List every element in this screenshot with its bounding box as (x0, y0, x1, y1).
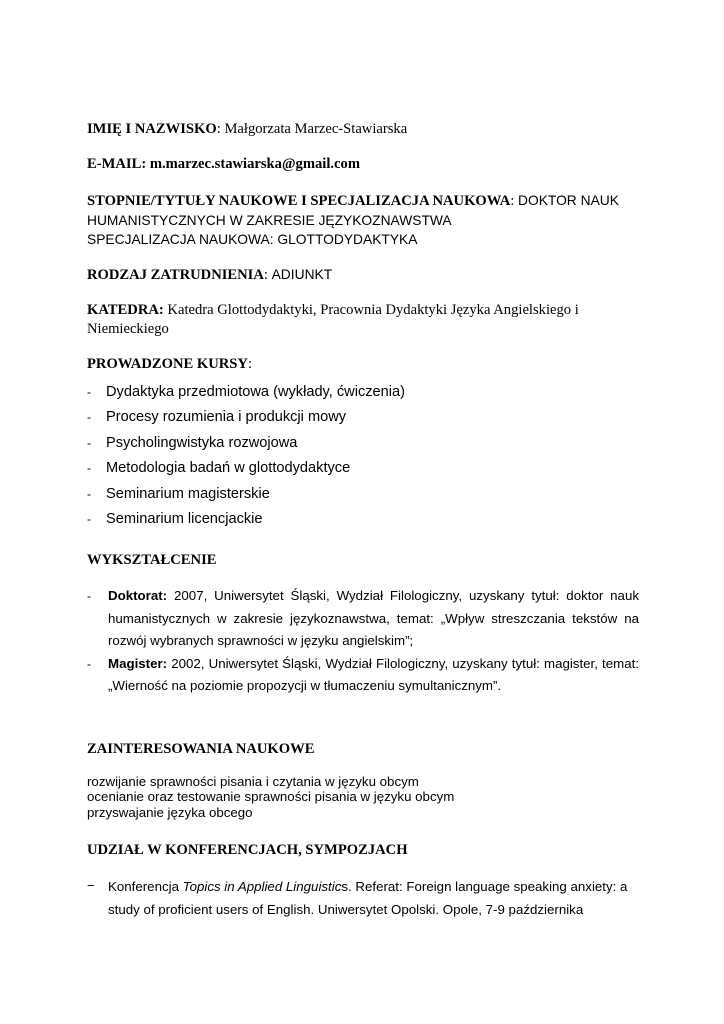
interest-item: rozwijanie sprawności pisania i czytania w języku obcym (87, 773, 419, 789)
list-item (87, 585, 639, 653)
department-row (87, 301, 639, 339)
list-item (87, 405, 639, 430)
course-label: Dydaktyka przedmiotowa (wykłady, ćwiczenia) (106, 384, 406, 400)
bullet-dash: - (87, 656, 91, 671)
courses-heading-sep: : (247, 356, 253, 372)
employment-separator: : (263, 267, 272, 283)
education-degree-text: 2007, Uniwersytet Śląski, Wydział Filologiczny, uzyskany tytuł: doktor nauk humanistycznych w zakresie językoznawstwa, temat: „Wpływ streszczania tekstów na rozwój wybranych sprawności w języku angielskim”; (108, 588, 639, 649)
course-label: Metodologia badań w glottodydaktyce (106, 460, 351, 477)
bullet-dash: - (87, 511, 91, 526)
education-degree-text: 2002, Uniwersytet Śląski, Wydział Filologiczny, uzyskany tytuł: magister, temat: „Wierność na poziomie propozycji w tłumaczeniu symultanicznym”. (108, 655, 639, 694)
course-label: Procesy rozumienia i produkcji mowy (106, 409, 347, 426)
degrees-row (87, 191, 639, 249)
employment-value: ADIUNKT (271, 267, 333, 282)
list-item (87, 380, 639, 405)
employment-label: RODZAJ ZATRUDNIENIA (87, 267, 264, 283)
cv-page (87, 120, 639, 921)
bullet-dash: - (87, 589, 91, 604)
department-label: KATEDRA: (87, 302, 164, 318)
conference-title: Topics in Applied Linguistic (182, 879, 342, 895)
education-degree-label: Doktorat: (108, 588, 168, 604)
department-value-line1: Katedra Glottodydaktyki, Pracownia Dydaktyki Języka Angielskiego i (167, 302, 579, 318)
education-list (87, 585, 639, 698)
interests-heading: ZAINTERESOWANIA NAUKOWE (87, 740, 315, 757)
education-degree-label: Magister: (108, 655, 168, 671)
name-row (87, 120, 639, 139)
conferences-heading: UDZIAŁ W KONFERENCJACH, SYMPOZJACH (87, 842, 408, 859)
list-item (87, 456, 639, 481)
course-label: Psycholingwistyka rozwojowa (106, 434, 298, 451)
course-label: Seminarium magisterskie (106, 485, 270, 502)
list-item (87, 653, 639, 698)
name-separator: : (216, 121, 225, 137)
degrees-value-line3: SPECJALIZACJA NAUKOWA: GLOTTODYDAKTYKA (87, 232, 418, 247)
bullet-dash: - (87, 410, 91, 425)
list-item (87, 876, 639, 921)
conference-prefix: Konferencja (108, 879, 183, 895)
degrees-label: STOPNIE/TYTUŁY NAUKOWE I SPECJALIZACJA NAUKOWA (87, 193, 511, 209)
bullet-dash: - (87, 461, 91, 476)
email-label: E-MAIL: (87, 156, 150, 172)
name-label: IMIĘ I NAZWISKO (87, 121, 217, 137)
employment-row (87, 265, 639, 285)
department-value-line2: Niemieckiego (87, 321, 169, 337)
degrees-value-line2: HUMANISTYCZNYCH W ZAKRESIE JĘZYKOZNAWSTWA (87, 213, 452, 228)
interest-item: przyswajanie języka obcego (87, 804, 253, 820)
degrees-value-line1: DOKTOR NAUK (518, 193, 619, 208)
name-value: Małgorzata Marzec-Stawiarska (224, 121, 408, 137)
conference-details: s. Referat: Foreign language speaking anxiety: a study of proficient users of English. Uniwersytet Opolski. Opole, 7-9 października (108, 879, 628, 917)
bullet-dash: - (87, 486, 91, 501)
courses-heading-text: PROWADZONE KURSY (87, 356, 248, 372)
interest-item: ocenianie oraz testowanie sprawności pisania w języku obcym (87, 789, 455, 805)
course-label: Seminarium licencjackie (106, 510, 263, 527)
list-item (87, 482, 639, 507)
bullet-dash: − (87, 878, 95, 894)
degrees-separator: : (510, 193, 518, 209)
conferences-list (87, 876, 639, 921)
education-heading: WYKSZTAŁCENIE (87, 552, 217, 569)
bullet-dash: - (87, 435, 91, 450)
list-item (87, 431, 639, 456)
interests-list (87, 774, 639, 821)
list-item (87, 507, 639, 532)
bullet-dash: - (87, 385, 91, 399)
courses-heading (87, 355, 639, 374)
email-value[interactable]: m.marzec.stawiarska@gmail.com (149, 156, 360, 172)
courses-list (87, 380, 639, 532)
email-row (87, 155, 639, 174)
